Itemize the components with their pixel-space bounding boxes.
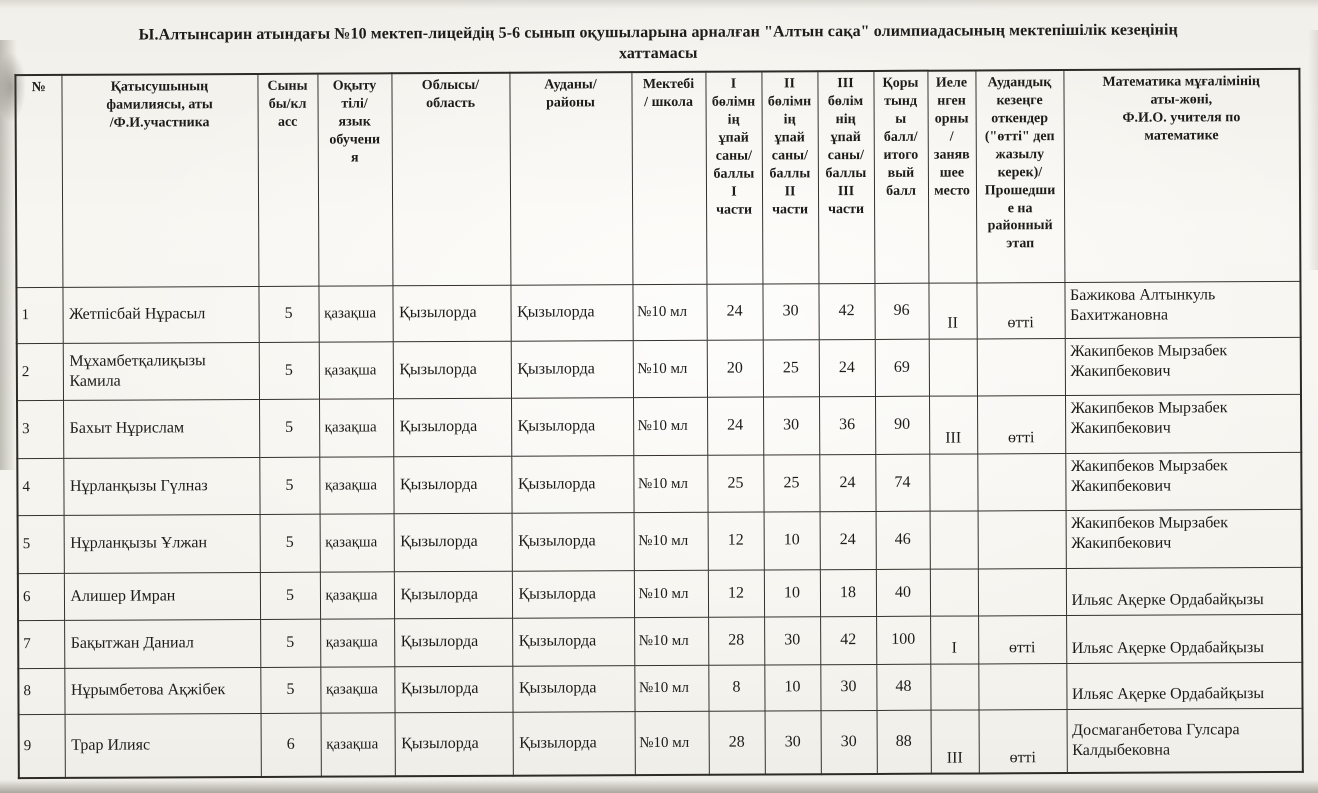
total-score-cell: 48 xyxy=(876,664,930,710)
district-cell: Қызылорда xyxy=(511,397,633,456)
school-cell: №10 мл xyxy=(632,284,706,340)
row-number-cell: 4 xyxy=(17,458,63,515)
passed-cell xyxy=(977,338,1065,395)
part3-score-cell: 30 xyxy=(820,664,876,710)
participant-name-cell: Нұрланқызы Гүлназ xyxy=(63,457,259,515)
part2-score-cell: 25 xyxy=(763,454,819,511)
table-row xyxy=(18,614,1302,668)
participant-name-cell: Трар Илияс xyxy=(65,713,261,778)
language-cell: қазақша xyxy=(320,514,394,572)
region-cell: Қызылорда xyxy=(394,571,512,619)
participant-name-cell: Алишер Имран xyxy=(64,572,260,620)
part3-score-cell: 18 xyxy=(820,569,876,616)
document-title xyxy=(14,19,1302,68)
part2-score-cell: 30 xyxy=(765,710,821,774)
language-cell: қазақша xyxy=(319,399,393,457)
document-page xyxy=(14,15,1306,780)
grade-cell: 5 xyxy=(259,399,319,457)
region-cell: Қызылорда xyxy=(394,513,512,572)
place-cell xyxy=(930,569,978,616)
header-row xyxy=(15,69,1300,287)
header-district: Ауданы/ районы xyxy=(509,72,632,285)
region-cell: Қызылорда xyxy=(394,618,512,667)
language-cell: қазақша xyxy=(321,713,395,777)
olympiad-protocol-table xyxy=(14,68,1303,779)
region-cell: Қызылорда xyxy=(393,341,511,399)
header-part1-score: I бөлімн ің ұпай саны/ баллы I части xyxy=(705,72,762,284)
participant-name-cell: Нұрымбетова Ақжібек xyxy=(64,667,260,714)
table-row xyxy=(16,281,1300,343)
language-cell: қазақша xyxy=(318,286,392,342)
table-row xyxy=(17,394,1301,458)
row-number-cell: 6 xyxy=(18,573,64,620)
table-row xyxy=(18,662,1302,714)
part3-score-cell: 42 xyxy=(820,616,876,664)
header-place: Иеле нген орны / заняв шее место xyxy=(927,71,976,283)
place-cell xyxy=(930,511,978,569)
header-participant-name: Қатысушының фамилиясы, аты /Ф.И.участника xyxy=(61,74,258,287)
passed-cell: өтті xyxy=(979,709,1067,773)
passed-cell xyxy=(978,510,1066,568)
district-cell: Қызылорда xyxy=(512,665,634,712)
header-part3-score: III бөлім нің ұпай саны/ баллы III части xyxy=(817,71,874,283)
passed-cell: өтті xyxy=(977,395,1065,453)
table-row xyxy=(18,509,1302,573)
table-row xyxy=(18,567,1302,620)
header-language: Оқыту тілі/ язык обучени я xyxy=(317,74,392,286)
total-score-cell: 90 xyxy=(875,396,929,454)
school-cell: №10 мл xyxy=(634,512,708,570)
total-score-cell: 88 xyxy=(877,710,931,774)
grade-cell: 5 xyxy=(259,342,319,399)
total-score-cell: 100 xyxy=(876,616,930,664)
place-cell: III xyxy=(929,396,977,454)
passed-cell xyxy=(978,568,1066,615)
region-cell: Қызылорда xyxy=(395,712,513,777)
header-grade: Сыны бы/кл асс xyxy=(257,74,318,286)
part2-score-cell: 10 xyxy=(764,664,820,710)
scan-shadow-bottom xyxy=(0,780,1318,793)
grade-cell: 5 xyxy=(260,667,320,713)
part1-score-cell: 12 xyxy=(708,570,764,617)
total-score-cell: 96 xyxy=(874,283,928,339)
school-cell: №10 мл xyxy=(633,455,707,512)
language-cell: қазақша xyxy=(320,619,394,667)
district-cell: Қызылорда xyxy=(510,284,632,341)
header-part2-score: II бөлімн ің ұпай саны/ баллы II части xyxy=(761,71,818,283)
part1-score-cell: 20 xyxy=(707,340,763,397)
district-cell: Қызылорда xyxy=(512,512,634,571)
teacher-cell: Ильяс Ақерке Ордабайқызы xyxy=(1066,614,1302,663)
participant-name-cell: Мұхамбетқалиқызы Камила xyxy=(63,342,259,400)
region-cell: Қызылорда xyxy=(393,456,511,514)
part1-score-cell: 24 xyxy=(707,397,763,455)
document-title-line1: Ы.Алтынсарин атындағы №10 мектеп-лицейдің 5-6 сынып оқушыларына арналған "Алтын сақа" олимпиадасының мектепішілік кезеңінің xyxy=(138,21,1178,44)
language-cell: қазақша xyxy=(319,342,393,399)
teacher-cell: Ильяс Ақерке Ордабайқызы xyxy=(1066,662,1302,709)
passed-cell: өтті xyxy=(976,282,1064,338)
row-number-cell: 5 xyxy=(18,515,64,573)
district-cell: Қызылорда xyxy=(511,340,633,398)
passed-cell xyxy=(977,453,1065,510)
passed-cell xyxy=(978,663,1066,709)
school-cell: №10 мл xyxy=(634,570,708,617)
part1-score-cell: 28 xyxy=(709,711,765,775)
part2-score-cell: 30 xyxy=(763,396,819,454)
part1-score-cell: 25 xyxy=(707,455,763,512)
row-number-cell: 9 xyxy=(19,714,65,778)
school-cell: №10 мл xyxy=(633,340,707,397)
header-passed-district-stage: Аудандық кезеңге откендер ("өтті" деп жазылу керек)/ Прошедши е на районный этап xyxy=(975,70,1064,282)
place-cell: II xyxy=(928,283,976,339)
header-number: № xyxy=(15,75,62,287)
region-cell: Қызылорда xyxy=(393,398,511,457)
place-cell xyxy=(930,664,978,710)
table-row xyxy=(17,452,1301,515)
row-number-cell: 2 xyxy=(17,343,63,400)
teacher-cell: Ильяс Ақерке Ордабайқызы xyxy=(1066,567,1302,615)
total-score-cell: 40 xyxy=(876,569,930,616)
part3-score-cell: 24 xyxy=(819,454,875,511)
header-total-score: Қоры тынд ы балл/ итого вый балл xyxy=(873,71,928,283)
header-school: Мектебі / школа xyxy=(631,72,706,284)
language-cell: қазақша xyxy=(319,457,393,514)
scan-shadow-top xyxy=(0,0,1318,9)
header-math-teacher: Математика мұғалімінің аты-жөні, Ф.И.О. учителя по математике xyxy=(1063,69,1300,282)
teacher-cell: Жакипбеков Мырзабек Жакипбекович xyxy=(1065,452,1301,510)
participant-name-cell: Бақытжан Даниал xyxy=(64,619,260,668)
language-cell: қазақша xyxy=(320,667,394,713)
grade-cell: 5 xyxy=(260,514,320,572)
table-row xyxy=(17,337,1301,400)
part3-score-cell: 30 xyxy=(821,710,877,774)
scan-shadow-right xyxy=(1308,30,1318,270)
part2-score-cell: 25 xyxy=(763,339,819,396)
grade-cell: 5 xyxy=(259,457,319,514)
district-cell: Қызылорда xyxy=(511,455,633,513)
part3-score-cell: 24 xyxy=(820,511,876,569)
grade-cell: 6 xyxy=(261,713,321,777)
place-cell xyxy=(929,454,977,511)
school-cell: №10 мл xyxy=(633,397,707,455)
teacher-cell: Бажикова Алтынкуль Бахитжановна xyxy=(1064,281,1300,338)
participant-name-cell: Бахыт Нұрислам xyxy=(63,399,259,458)
total-score-cell: 46 xyxy=(876,511,930,569)
part1-score-cell: 8 xyxy=(708,665,764,711)
grade-cell: 5 xyxy=(258,286,318,342)
place-cell: III xyxy=(931,710,979,774)
teacher-cell: Досмаганбетова Гулсара Калдыбековна xyxy=(1067,708,1303,773)
region-cell: Қызылорда xyxy=(394,666,512,713)
part1-score-cell: 12 xyxy=(708,512,764,570)
part2-score-cell: 30 xyxy=(762,283,818,339)
place-cell xyxy=(929,339,977,396)
total-score-cell: 69 xyxy=(875,339,929,396)
part3-score-cell: 36 xyxy=(819,396,875,454)
grade-cell: 5 xyxy=(260,619,320,667)
participant-name-cell: Нұрланқызы Ұлжан xyxy=(64,514,260,573)
district-cell: Қызылорда xyxy=(512,570,634,618)
part2-score-cell: 10 xyxy=(764,569,820,616)
place-cell: I xyxy=(930,616,978,664)
row-number-cell: 3 xyxy=(17,400,63,458)
table-row xyxy=(19,708,1303,778)
part2-score-cell: 10 xyxy=(764,511,820,569)
part1-score-cell: 24 xyxy=(706,284,762,340)
document-title-line2: хаттамасы xyxy=(618,44,698,63)
language-cell: қазақша xyxy=(320,572,394,619)
district-cell: Қызылорда xyxy=(512,617,634,666)
school-cell: №10 мл xyxy=(634,617,708,665)
part3-score-cell: 42 xyxy=(818,283,874,339)
part3-score-cell: 24 xyxy=(819,339,875,396)
part2-score-cell: 30 xyxy=(764,616,820,664)
row-number-cell: 1 xyxy=(16,287,62,343)
part1-score-cell: 28 xyxy=(708,617,764,665)
district-cell: Қызылорда xyxy=(513,711,635,776)
school-cell: №10 мл xyxy=(634,665,708,711)
passed-cell: өтті xyxy=(978,615,1066,663)
teacher-cell: Жакипбеков Мырзабек Жакипбекович xyxy=(1065,394,1301,453)
region-cell: Қызылорда xyxy=(392,285,510,342)
participant-name-cell: Жетпісбай Нұрасыл xyxy=(62,286,258,343)
grade-cell: 5 xyxy=(260,572,320,619)
row-number-cell: 7 xyxy=(18,620,64,668)
teacher-cell: Жакипбеков Мырзабек Жакипбекович xyxy=(1066,509,1302,568)
header-region: Облысы/ область xyxy=(391,73,510,286)
row-number-cell: 8 xyxy=(18,668,64,714)
total-score-cell: 74 xyxy=(875,454,929,511)
teacher-cell: Жакипбеков Мырзабек Жакипбекович xyxy=(1065,337,1301,395)
school-cell: №10 мл xyxy=(635,711,709,775)
